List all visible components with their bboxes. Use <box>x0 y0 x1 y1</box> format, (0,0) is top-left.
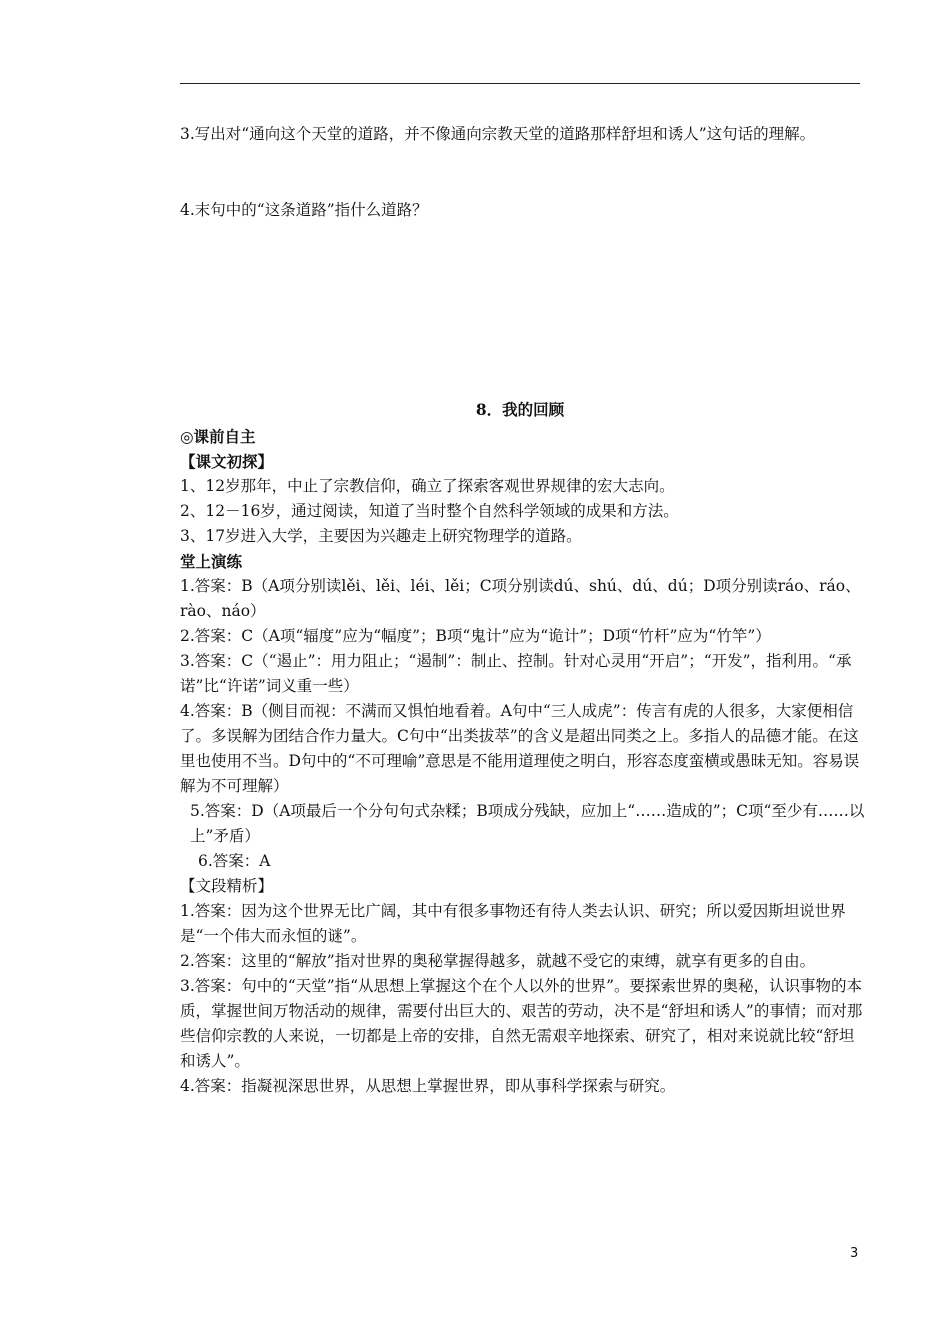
list-item: 2.答案：C（A项“辐度”应为“幅度”；B项“鬼计”应为“诡计”；D项“竹杆”应为“竹竿”） <box>180 627 771 645</box>
list-item: 3.答案：C（“遏止”：用力阻止；“遏制”：制止、控制。针对心灵用“开启”；“开发”，指利用。“承诺”比“许诺”词义重一些） <box>180 652 852 695</box>
list-item: 3、17岁进入大学，主要因为兴趣走上研究物理学的道路。 <box>180 527 582 545</box>
answer-section <box>180 424 865 1099</box>
list-item: 2、12－16岁，通过阅读，知道了当时整个自然科学领域的成果和方法。 <box>180 502 679 520</box>
list-item: 1.答案：B（A项分别读lěi、lěi、léi、lěi；C项分别读dú、shú、dú、dú；D项分别读ráo、ráo、rào、náo） <box>180 577 861 620</box>
section-analysis: 【文段精析】 <box>180 877 274 895</box>
list-item: 1.答案：因为这个世界无比广阔，其中有很多事物还有待人类去认识、研究；所以爱因斯坦说世界是“一个伟大而永恒的谜”。 <box>180 902 846 945</box>
list-item: 6.答案：A <box>198 852 271 870</box>
list-item: 1、12岁那年，中止了宗教信仰，确立了探索客观世界规律的宏大志向。 <box>180 477 675 495</box>
header-rule <box>180 83 860 84</box>
question-4: 4.末句中的“这条道路”指什么道路？ <box>180 201 428 219</box>
list-item: 4.答案：指凝视深思世界，从思想上掌握世界，即从事科学探索与研究。 <box>180 1077 676 1095</box>
section-initial: 【课文初探】 <box>180 452 274 471</box>
list-item: 2.答案：这里的“解放”指对世界的奥秘掌握得越多，就越不受它的束缚，就享有更多的自由。 <box>180 952 816 970</box>
lesson-title: 8．我的回顾 <box>475 400 565 419</box>
list-item: 5.答案：D（A项最后一个分句句式杂糅；B项成分残缺，应加上“……造成的”；C项“至少有……以上”矛盾） <box>190 802 865 845</box>
list-item: 4.答案：B（侧目而视：不满而又惧怕地看着。A句中“三人成虎”：传言有虎的人很多，大家便相信了。多误解为团结合作力量大。C句中“出类拔萃”的含义是超出同类之上。多指人的品德才能。在这里也使用不当。D句中的“不可理喻”意思是不能用道理使之明白，形容态度蛮横或愚昧无知。容易误解为不可理解） <box>180 702 860 795</box>
page-number: 3 <box>850 1246 859 1261</box>
section-prestudy: ◎课前自主 <box>180 427 256 446</box>
list-item: 3.答案：句中的“天堂”指“从思想上掌握这个在个人以外的世界”。要探索世界的奥秘，认识事物的本质，掌握世间万物活动的规律，需要付出巨大的、艰苦的劳动，决不是“舒坦和诱人”的事情；而对那些信仰宗教的人来说，一切都是上帝的安排，自然无需艰辛地探索、研究了，相对来说就比较“舒坦和诱人”。 <box>180 977 863 1070</box>
question-3: 3.写出对“通向这个天堂的道路，并不像通向宗教天堂的道路那样舒坦和诱人”这句话的理解。 <box>180 125 816 143</box>
section-practice: 堂上演练 <box>180 552 243 571</box>
